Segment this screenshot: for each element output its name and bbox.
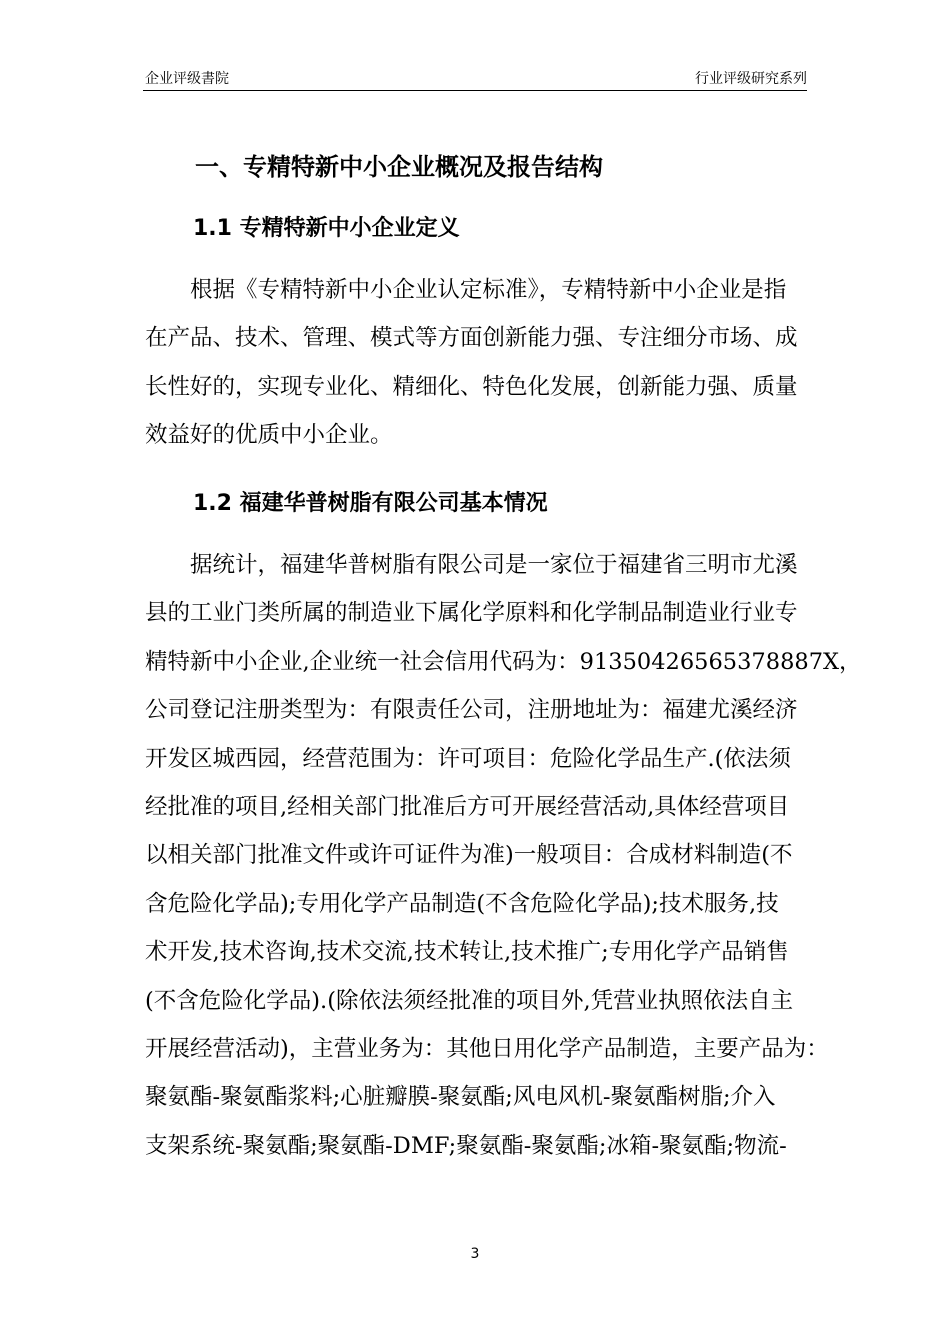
text-line: 开发区城西园，经营范围为：许可项目：危险化学品生产.(依法须 [145, 745, 791, 772]
subsection-title-1-1: 1.1 专精特新中小企业定义 [193, 216, 460, 241]
paragraph-company-info [145, 541, 862, 1170]
text-line: 聚氨酯-聚氨酯浆料;心脏瓣膜-聚氨酯;风电风机-聚氨酯树脂;介入 [145, 1084, 776, 1111]
subsection-title-1-2: 1.2 福建华普树脂有限公司基本情况 [193, 491, 548, 516]
text-line: 在产品、技术、管理、模式等方面创新能力强、专注细分市场、成 [145, 325, 798, 352]
header-left: 企业评级書院 [145, 71, 229, 87]
text-line: 开展经营活动)，主营业务为：其他日用化学产品制造，主要产品为： [145, 1036, 829, 1063]
text-line: 长性好的，实现专业化、精细化、特色化发展，创新能力强、质量 [145, 373, 798, 400]
text-line: 效益好的优质中小企业。 [145, 422, 393, 449]
text-line: (不含危险化学品).(除依法须经批准的项目外,凭营业执照依法自主 [145, 987, 794, 1014]
paragraph-definition [145, 266, 825, 460]
header-divider [143, 90, 807, 91]
text-line: 经批准的项目,经相关部门批准后方可开展经营活动,具体经营项目 [145, 794, 790, 821]
text-line: 术开发,技术咨询,技术交流,技术转让,技术推广;专用化学产品销售 [145, 939, 789, 966]
text-line: 县的工业门类所属的制造业下属化学原料和化学制品制造业行业专 [145, 600, 798, 627]
text-line: 公司登记注册类型为：有限责任公司，注册地址为：福建尤溪经济 [145, 697, 798, 724]
section-title: 一、专精特新中小企业概况及报告结构 [195, 153, 603, 181]
text-line: 支架系统-聚氨酯;聚氨酯-DMF;聚氨酯-聚氨酯;冰箱-聚氨酯;物流- [145, 1132, 787, 1159]
header-right: 行业评级研究系列 [695, 71, 807, 87]
text-line: 据统计，福建华普树脂有限公司是一家位于福建省三明市尤溪 [190, 552, 798, 578]
text-line: 以相关部门批准文件或许可证件为准)一般项目：合成材料制造(不 [145, 842, 793, 869]
page-number: 3 [470, 1246, 480, 1262]
text-line: 根据《专精特新中小企业认定标准》，专精特新中小企业是指 [190, 277, 787, 303]
text-line: 精特新中小企业,企业统一社会信用代码为：91350426565378887X， [145, 648, 862, 675]
text-line: 含危险化学品);专用化学产品制造(不含危险化学品);技术服务,技 [145, 890, 779, 917]
